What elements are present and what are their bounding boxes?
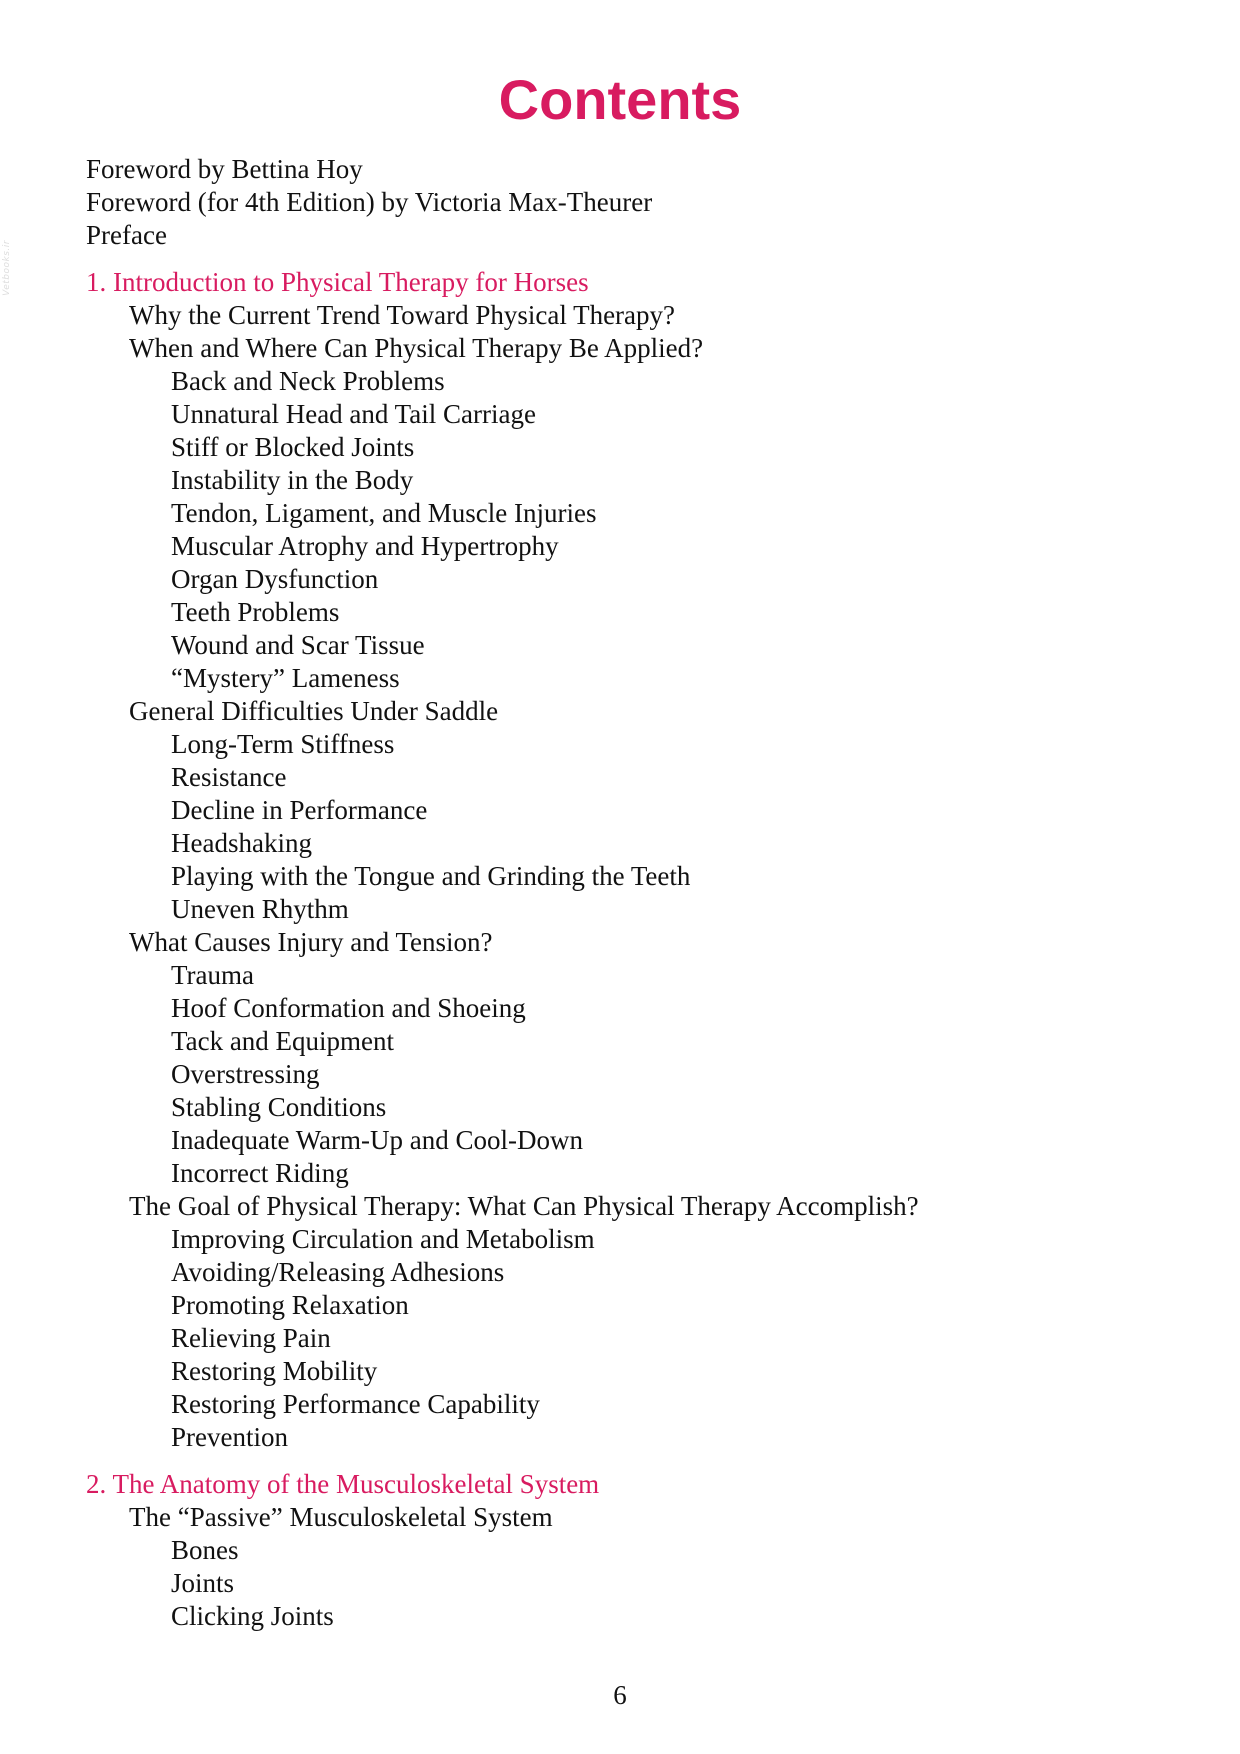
- toc-entry: Stabling Conditions: [171, 1092, 387, 1122]
- toc-entry: When and Where Can Physical Therapy Be Applied?: [129, 333, 704, 363]
- toc-chapter-heading: 2. The Anatomy of the Musculoskeletal System: [86, 1469, 600, 1499]
- toc-entry: Headshaking: [171, 828, 312, 858]
- toc-entry: Trauma: [171, 960, 255, 990]
- toc-entry: Muscular Atrophy and Hypertrophy: [171, 531, 559, 561]
- toc-entry: “Mystery” Lameness: [171, 663, 400, 693]
- toc-entry: What Causes Injury and Tension?: [129, 927, 493, 957]
- toc-entry: The “Passive” Musculoskeletal System: [129, 1502, 553, 1532]
- toc-entry: Restoring Mobility: [171, 1356, 378, 1386]
- toc-entry: Restoring Performance Capability: [171, 1389, 540, 1419]
- toc-entry: Tack and Equipment: [171, 1026, 395, 1056]
- toc-entry: General Difficulties Under Saddle: [129, 696, 499, 726]
- table-of-contents: [86, 153, 1186, 1633]
- toc-entry: Improving Circulation and Metabolism: [171, 1224, 595, 1254]
- toc-chapter-heading: 1. Introduction to Physical Therapy for Horses: [86, 267, 589, 297]
- toc-entry: Playing with the Tongue and Grinding the Teeth: [171, 861, 691, 891]
- toc-entry: Why the Current Trend Toward Physical Therapy?: [129, 300, 676, 330]
- toc-entry: Inadequate Warm-Up and Cool-Down: [171, 1125, 583, 1155]
- toc-entry: Overstressing: [171, 1059, 320, 1089]
- toc-entry: The Goal of Physical Therapy: What Can Physical Therapy Accomplish?: [129, 1191, 919, 1221]
- toc-entry: Incorrect Riding: [171, 1158, 349, 1188]
- page-title: Contents: [498, 68, 742, 131]
- toc-entry: Wound and Scar Tissue: [171, 630, 425, 660]
- toc-entry: Foreword by Bettina Hoy: [86, 154, 363, 184]
- toc-entry: Back and Neck Problems: [171, 366, 445, 396]
- toc-entry: Unnatural Head and Tail Carriage: [171, 399, 536, 429]
- toc-entry: Relieving Pain: [171, 1323, 331, 1353]
- toc-entry: Decline in Performance: [171, 795, 428, 825]
- toc-entry: Foreword (for 4th Edition) by Victoria Max-Theurer: [86, 187, 653, 217]
- toc-entry: Prevention: [171, 1422, 288, 1452]
- toc-entry: Promoting Relaxation: [171, 1290, 409, 1320]
- watermark: Vetbooks.ir: [2, 240, 12, 296]
- toc-entry: Organ Dysfunction: [171, 564, 379, 594]
- toc-entry: Teeth Problems: [171, 597, 340, 627]
- page-number: 6: [613, 1680, 627, 1710]
- toc-entry: Stiff or Blocked Joints: [171, 432, 415, 462]
- toc-entry: Long-Term Stiffness: [171, 729, 395, 759]
- toc-entry: Resistance: [171, 762, 287, 792]
- toc-entry: Uneven Rhythm: [171, 894, 349, 924]
- toc-entry: Clicking Joints: [171, 1601, 334, 1631]
- toc-entry: Bones: [171, 1535, 239, 1565]
- toc-entry: Tendon, Ligament, and Muscle Injuries: [171, 498, 597, 528]
- toc-entry: Instability in the Body: [171, 465, 414, 495]
- toc-entry: Joints: [171, 1568, 235, 1598]
- toc-entry: Avoiding/Releasing Adhesions: [171, 1257, 505, 1287]
- toc-entry: Hoof Conformation and Shoeing: [171, 993, 526, 1023]
- toc-entry: Preface: [86, 220, 167, 250]
